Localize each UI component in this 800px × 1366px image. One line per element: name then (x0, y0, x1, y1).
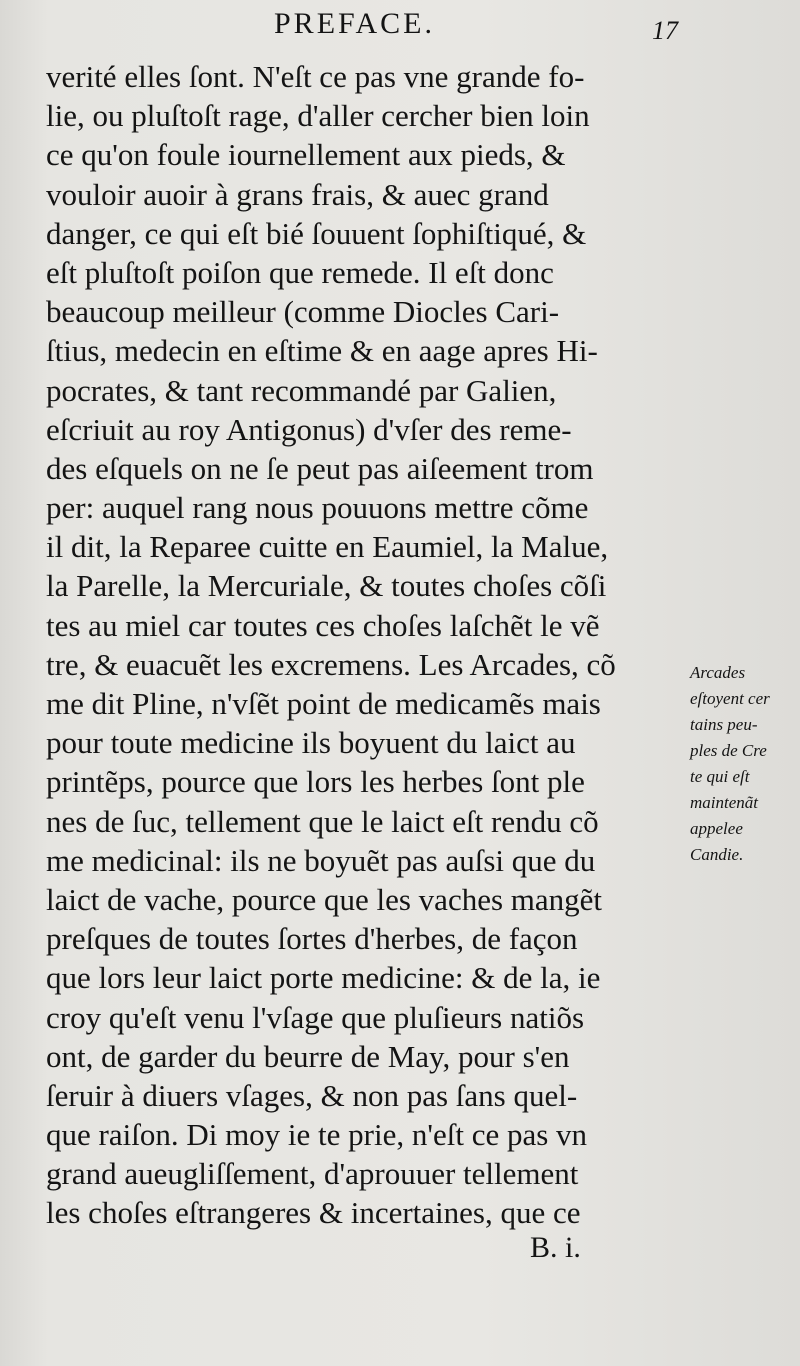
text-line: ce qu'on foule iournellement aux pieds, & (46, 137, 566, 173)
text-line: les choſes eſtrangeres & incertaines, que ce (46, 1195, 581, 1231)
margin-note-line: tains peu- (690, 715, 758, 734)
text-line: tes au miel car toutes ces choſes laſchẽt le vẽ (46, 607, 600, 643)
text-line: ont, de garder du beurre de May, pour s'en (46, 1038, 570, 1074)
text-line: lie, ou pluſtoſt rage, d'aller cercher bien loin (46, 98, 590, 134)
text-line: danger, ce qui eſt bié ſouuent ſophiſtiqué, & (46, 215, 587, 251)
text-line: que raiſon. Di moy ie te prie, n'eſt ce pas vn (46, 1117, 588, 1153)
running-head: PREFACE. (274, 7, 435, 40)
text-line: la Parelle, la Mercuriale, & toutes choſes cõſi (46, 568, 607, 604)
text-line: printẽps, pource que lors les herbes ſont ple (46, 764, 585, 800)
page-number: 17 (652, 16, 678, 45)
text-line: nes de ſuc, tellement que le laict eſt rendu cõ (46, 803, 599, 839)
text-line: il dit, la Reparee cuitte en Eaumiel, la Malue, (46, 529, 609, 565)
margin-note-line: te qui eſt (690, 767, 750, 786)
text-line: vouloir auoir à grans frais, & auec grand (46, 176, 549, 212)
text-line: grand aueugliſſement, d'aprouuer tellement (46, 1156, 579, 1192)
margin-note (690, 660, 798, 868)
text-line: des eſquels on ne ſe peut pas aiſeement trom (46, 450, 594, 486)
text-line: ſtius, medecin en eſtime & en aage apres Hi- (46, 333, 598, 369)
text-line: eſcriuit au roy Antigonus) d'vſer des reme- (46, 411, 572, 447)
body-text (46, 57, 686, 1233)
margin-note-line: Candie. (690, 845, 744, 864)
text-line: tre, & euacuẽt les excremens. Les Arcades, cõ (46, 646, 616, 682)
text-line: ſeruir à diuers vſages, & non pas ſans quel- (46, 1077, 578, 1113)
text-line: eſt pluſtoſt poiſon que remede. Il eſt donc (46, 254, 554, 290)
margin-note-line: Arcades (690, 663, 746, 682)
margin-note-line: ples de Cre (690, 741, 767, 760)
text-line: laict de vache, pource que les vaches mangẽt (46, 881, 603, 917)
margin-note-line: eſtoyent cer (690, 689, 770, 708)
text-line: pocrates, & tant recommandé par Galien, (46, 372, 557, 408)
text-line: per: auquel rang nous pouuons mettre cõme (46, 490, 589, 526)
margin-note-line: maintenãt (690, 793, 758, 812)
text-line: me medicinal: ils ne boyuẽt pas auſsi que du (46, 842, 596, 878)
text-line: preſques de toutes ſortes d'herbes, de façon (46, 921, 578, 957)
signature-mark: B. i. (530, 1231, 581, 1264)
margin-note-line: appelee (690, 819, 743, 838)
text-line: que lors leur laict porte medicine: & de la, ie (46, 960, 601, 996)
text-line: me dit Pline, n'vſẽt point de medicamẽs mais (46, 686, 601, 721)
text-line: beaucoup meilleur (comme Diocles Cari- (46, 294, 560, 330)
text-line: verité elles ſont. N'eſt ce pas vne grande fo- (46, 59, 585, 94)
text-line: pour toute medicine ils boyuent du laict au (46, 725, 576, 761)
text-line: croy qu'eſt venu l'vſage que pluſieurs natiõs (46, 999, 585, 1035)
